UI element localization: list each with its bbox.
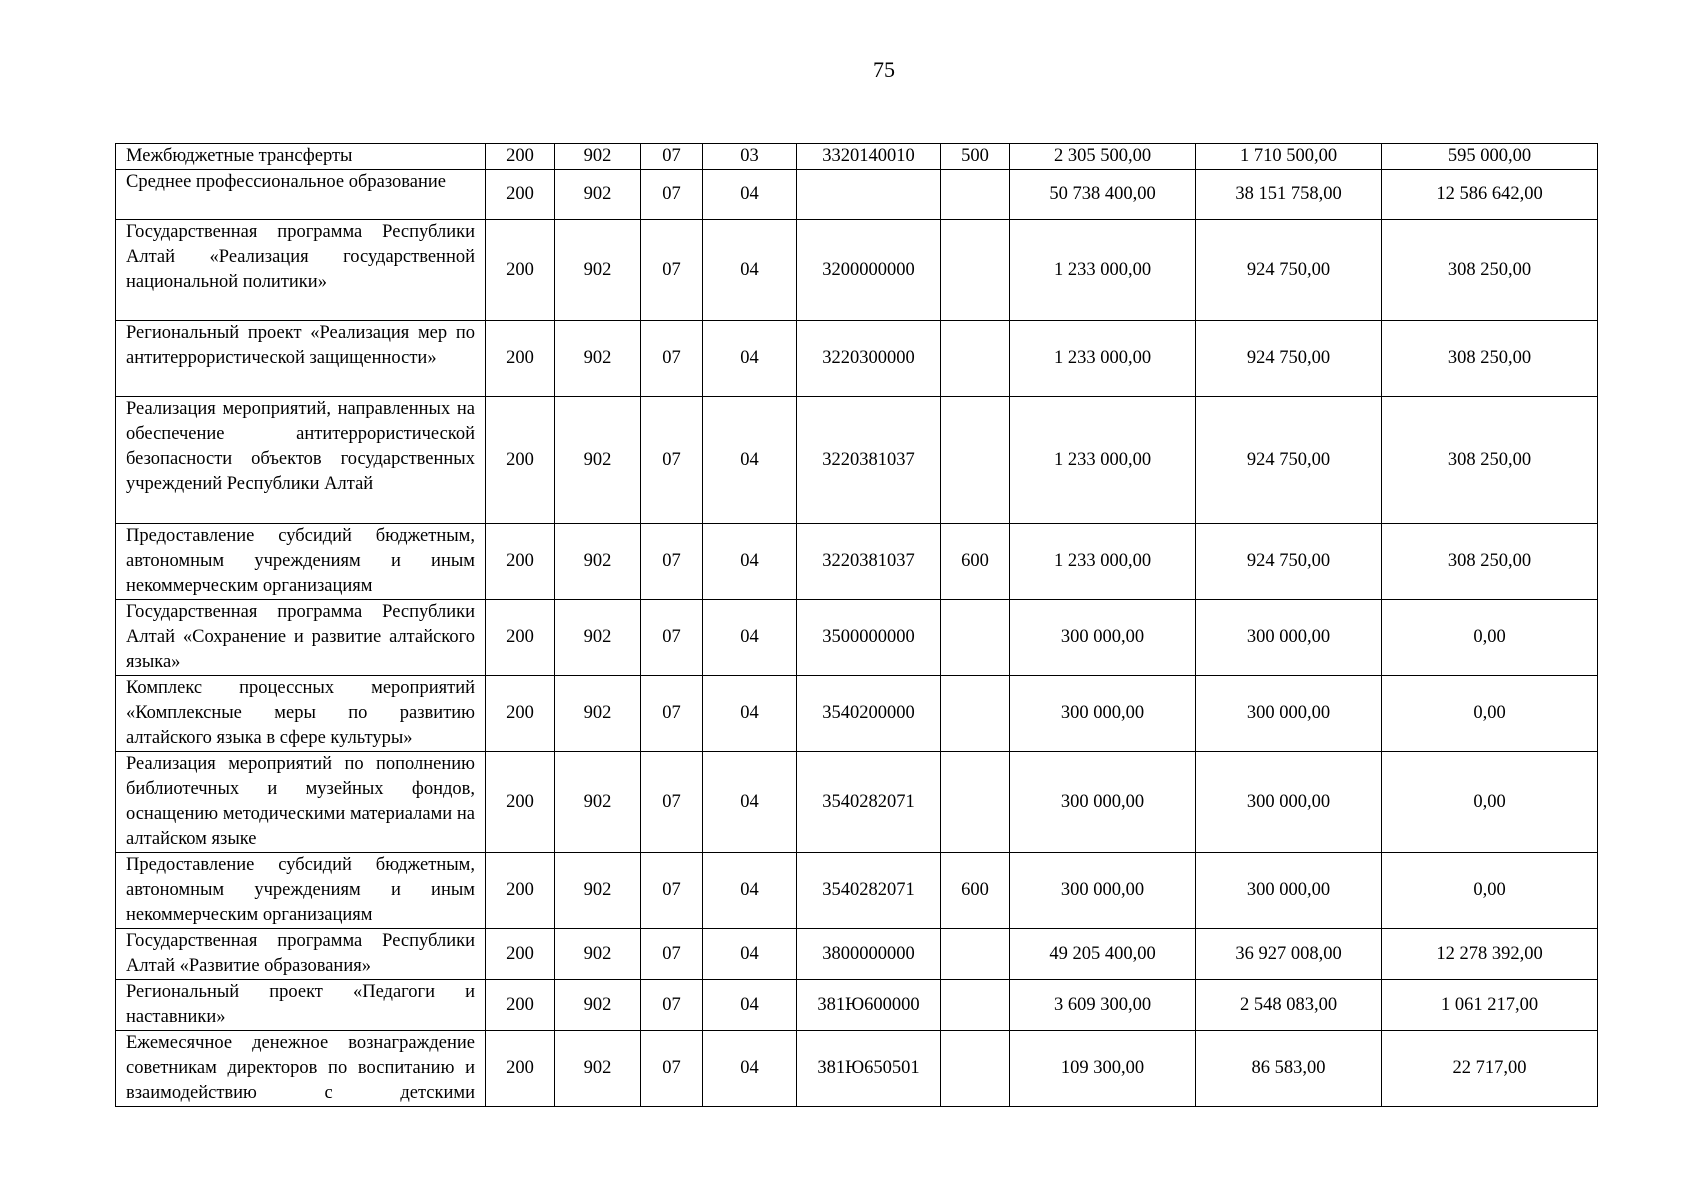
subsection-code-cell: 04 (703, 980, 797, 1031)
sum-year3-cell: 12 278 392,00 (1382, 929, 1598, 980)
subsection-code-cell: 04 (703, 1031, 797, 1107)
target-article-cell: 3540282071 (797, 752, 941, 853)
table-row (116, 1031, 1598, 1107)
table-row (116, 980, 1598, 1031)
expense-name-cell: Государственная программа Республики Алтай «Реализация государственной национальной политики» (116, 220, 486, 321)
admin-code-cell: 200 (486, 220, 555, 321)
sum-year3-cell: 0,00 (1382, 752, 1598, 853)
expense-name-cell: Государственная программа Республики Алтай «Сохранение и развитие алтайского языка» (116, 600, 486, 676)
department-code-cell: 902 (555, 980, 641, 1031)
section-code-cell: 07 (641, 321, 703, 397)
subsection-code-cell: 04 (703, 853, 797, 929)
sum-year2-cell: 924 750,00 (1196, 524, 1382, 600)
sum-year2-cell: 86 583,00 (1196, 1031, 1382, 1107)
sum-year2-cell: 300 000,00 (1196, 853, 1382, 929)
department-code-cell: 902 (555, 929, 641, 980)
department-code-cell: 902 (555, 853, 641, 929)
expense-kind-cell (941, 600, 1010, 676)
expense-name-cell: Предоставление субсидий бюджетным, автономным учреждениям и иным некоммерческим организациям (116, 524, 486, 600)
admin-code-cell: 200 (486, 321, 555, 397)
expense-kind-cell (941, 676, 1010, 752)
target-article-cell: 381Ю600000 (797, 980, 941, 1031)
department-code-cell: 902 (555, 600, 641, 676)
target-article-cell: 3200000000 (797, 220, 941, 321)
target-article-cell: 3500000000 (797, 600, 941, 676)
sum-year2-cell: 2 548 083,00 (1196, 980, 1382, 1031)
admin-code-cell: 200 (486, 600, 555, 676)
sum-year1-cell: 1 233 000,00 (1010, 321, 1196, 397)
sum-year2-cell: 924 750,00 (1196, 321, 1382, 397)
admin-code-cell: 200 (486, 980, 555, 1031)
target-article-cell: 3220300000 (797, 321, 941, 397)
section-code-cell: 07 (641, 524, 703, 600)
sum-year2-cell: 300 000,00 (1196, 600, 1382, 676)
sum-year1-cell: 50 738 400,00 (1010, 170, 1196, 220)
subsection-code-cell: 03 (703, 144, 797, 170)
sum-year3-cell: 1 061 217,00 (1382, 980, 1598, 1031)
section-code-cell: 07 (641, 752, 703, 853)
table-row (116, 853, 1598, 929)
target-article-cell: 381Ю650501 (797, 1031, 941, 1107)
target-article-cell (797, 170, 941, 220)
expense-name-cell: Государственная программа Республики Алтай «Развитие образования» (116, 929, 486, 980)
target-article-cell: 3540282071 (797, 853, 941, 929)
sum-year2-cell: 36 927 008,00 (1196, 929, 1382, 980)
department-code-cell: 902 (555, 524, 641, 600)
sum-year3-cell: 22 717,00 (1382, 1031, 1598, 1107)
sum-year1-cell: 1 233 000,00 (1010, 397, 1196, 524)
subsection-code-cell: 04 (703, 752, 797, 853)
department-code-cell: 902 (555, 321, 641, 397)
expense-name-cell: Среднее профессиональное образование (116, 170, 486, 220)
sum-year1-cell: 49 205 400,00 (1010, 929, 1196, 980)
sum-year1-cell: 300 000,00 (1010, 853, 1196, 929)
expense-kind-cell (941, 1031, 1010, 1107)
expense-name-cell: Ежемесячное денежное вознаграждение советникам директоров по воспитанию и взаимодействию с детскими (116, 1031, 486, 1107)
sum-year3-cell: 308 250,00 (1382, 397, 1598, 524)
section-code-cell: 07 (641, 676, 703, 752)
subsection-code-cell: 04 (703, 321, 797, 397)
section-code-cell: 07 (641, 144, 703, 170)
budget-table (115, 143, 1598, 1107)
expense-kind-cell (941, 321, 1010, 397)
sum-year1-cell: 1 233 000,00 (1010, 524, 1196, 600)
expense-name-cell: Региональный проект «Педагоги и наставники» (116, 980, 486, 1031)
sum-year2-cell: 924 750,00 (1196, 397, 1382, 524)
sum-year1-cell: 1 233 000,00 (1010, 220, 1196, 321)
expense-kind-cell (941, 929, 1010, 980)
expense-kind-cell (941, 980, 1010, 1031)
sum-year3-cell: 0,00 (1382, 853, 1598, 929)
target-article-cell: 3220381037 (797, 397, 941, 524)
subsection-code-cell: 04 (703, 170, 797, 220)
table-row (116, 752, 1598, 853)
target-article-cell: 3220381037 (797, 524, 941, 600)
table-row (116, 397, 1598, 524)
expense-name-cell: Региональный проект «Реализация мер по антитеррористической защищенности» (116, 321, 486, 397)
table-row (116, 321, 1598, 397)
department-code-cell: 902 (555, 397, 641, 524)
sum-year3-cell: 308 250,00 (1382, 524, 1598, 600)
subsection-code-cell: 04 (703, 220, 797, 321)
sum-year3-cell: 0,00 (1382, 676, 1598, 752)
expense-kind-cell: 600 (941, 853, 1010, 929)
table-row (116, 524, 1598, 600)
admin-code-cell: 200 (486, 397, 555, 524)
admin-code-cell: 200 (486, 853, 555, 929)
department-code-cell: 902 (555, 220, 641, 321)
expense-kind-cell: 600 (941, 524, 1010, 600)
sum-year2-cell: 1 710 500,00 (1196, 144, 1382, 170)
department-code-cell: 902 (555, 144, 641, 170)
expense-name-cell: Межбюджетные трансферты (116, 144, 486, 170)
admin-code-cell: 200 (486, 1031, 555, 1107)
target-article-cell: 3540200000 (797, 676, 941, 752)
sum-year3-cell: 308 250,00 (1382, 321, 1598, 397)
section-code-cell: 07 (641, 853, 703, 929)
target-article-cell: 3320140010 (797, 144, 941, 170)
expense-kind-cell (941, 752, 1010, 853)
table-row (116, 929, 1598, 980)
sum-year1-cell: 109 300,00 (1010, 1031, 1196, 1107)
table-row (116, 170, 1598, 220)
expense-kind-cell (941, 170, 1010, 220)
department-code-cell: 902 (555, 676, 641, 752)
subsection-code-cell: 04 (703, 524, 797, 600)
sum-year1-cell: 300 000,00 (1010, 676, 1196, 752)
section-code-cell: 07 (641, 980, 703, 1031)
department-code-cell: 902 (555, 1031, 641, 1107)
admin-code-cell: 200 (486, 170, 555, 220)
sum-year2-cell: 924 750,00 (1196, 220, 1382, 321)
expense-name-cell: Реализация мероприятий по пополнению библиотечных и музейных фондов, оснащению методическими материалами на алтайском языке (116, 752, 486, 853)
page-number: 75 (873, 57, 895, 82)
section-code-cell: 07 (641, 170, 703, 220)
section-code-cell: 07 (641, 220, 703, 321)
admin-code-cell: 200 (486, 144, 555, 170)
sum-year3-cell: 12 586 642,00 (1382, 170, 1598, 220)
sum-year1-cell: 300 000,00 (1010, 752, 1196, 853)
section-code-cell: 07 (641, 1031, 703, 1107)
table-row (116, 220, 1598, 321)
sum-year3-cell: 0,00 (1382, 600, 1598, 676)
target-article-cell: 3800000000 (797, 929, 941, 980)
sum-year1-cell: 3 609 300,00 (1010, 980, 1196, 1031)
table-row (116, 144, 1598, 170)
sum-year3-cell: 308 250,00 (1382, 220, 1598, 321)
section-code-cell: 07 (641, 929, 703, 980)
expense-name-cell: Комплекс процессных мероприятий «Комплексные меры по развитию алтайского языка в сфере культуры» (116, 676, 486, 752)
expense-name-cell: Предоставление субсидий бюджетным, автономным учреждениям и иным некоммерческим организациям (116, 853, 486, 929)
table-row (116, 676, 1598, 752)
admin-code-cell: 200 (486, 752, 555, 853)
sum-year1-cell: 2 305 500,00 (1010, 144, 1196, 170)
expense-name-cell: Реализация мероприятий, направленных на обеспечение антитеррористической безопасности объектов государственных учреждений Республики Алтай (116, 397, 486, 524)
admin-code-cell: 200 (486, 524, 555, 600)
department-code-cell: 902 (555, 752, 641, 853)
subsection-code-cell: 04 (703, 397, 797, 524)
sum-year2-cell: 300 000,00 (1196, 676, 1382, 752)
expense-kind-cell (941, 397, 1010, 524)
subsection-code-cell: 04 (703, 600, 797, 676)
sum-year2-cell: 300 000,00 (1196, 752, 1382, 853)
table-row (116, 600, 1598, 676)
admin-code-cell: 200 (486, 676, 555, 752)
subsection-code-cell: 04 (703, 676, 797, 752)
admin-code-cell: 200 (486, 929, 555, 980)
department-code-cell: 902 (555, 170, 641, 220)
expense-kind-cell (941, 220, 1010, 321)
sum-year2-cell: 38 151 758,00 (1196, 170, 1382, 220)
sum-year1-cell: 300 000,00 (1010, 600, 1196, 676)
section-code-cell: 07 (641, 397, 703, 524)
expense-kind-cell: 500 (941, 144, 1010, 170)
subsection-code-cell: 04 (703, 929, 797, 980)
section-code-cell: 07 (641, 600, 703, 676)
sum-year3-cell: 595 000,00 (1382, 144, 1598, 170)
